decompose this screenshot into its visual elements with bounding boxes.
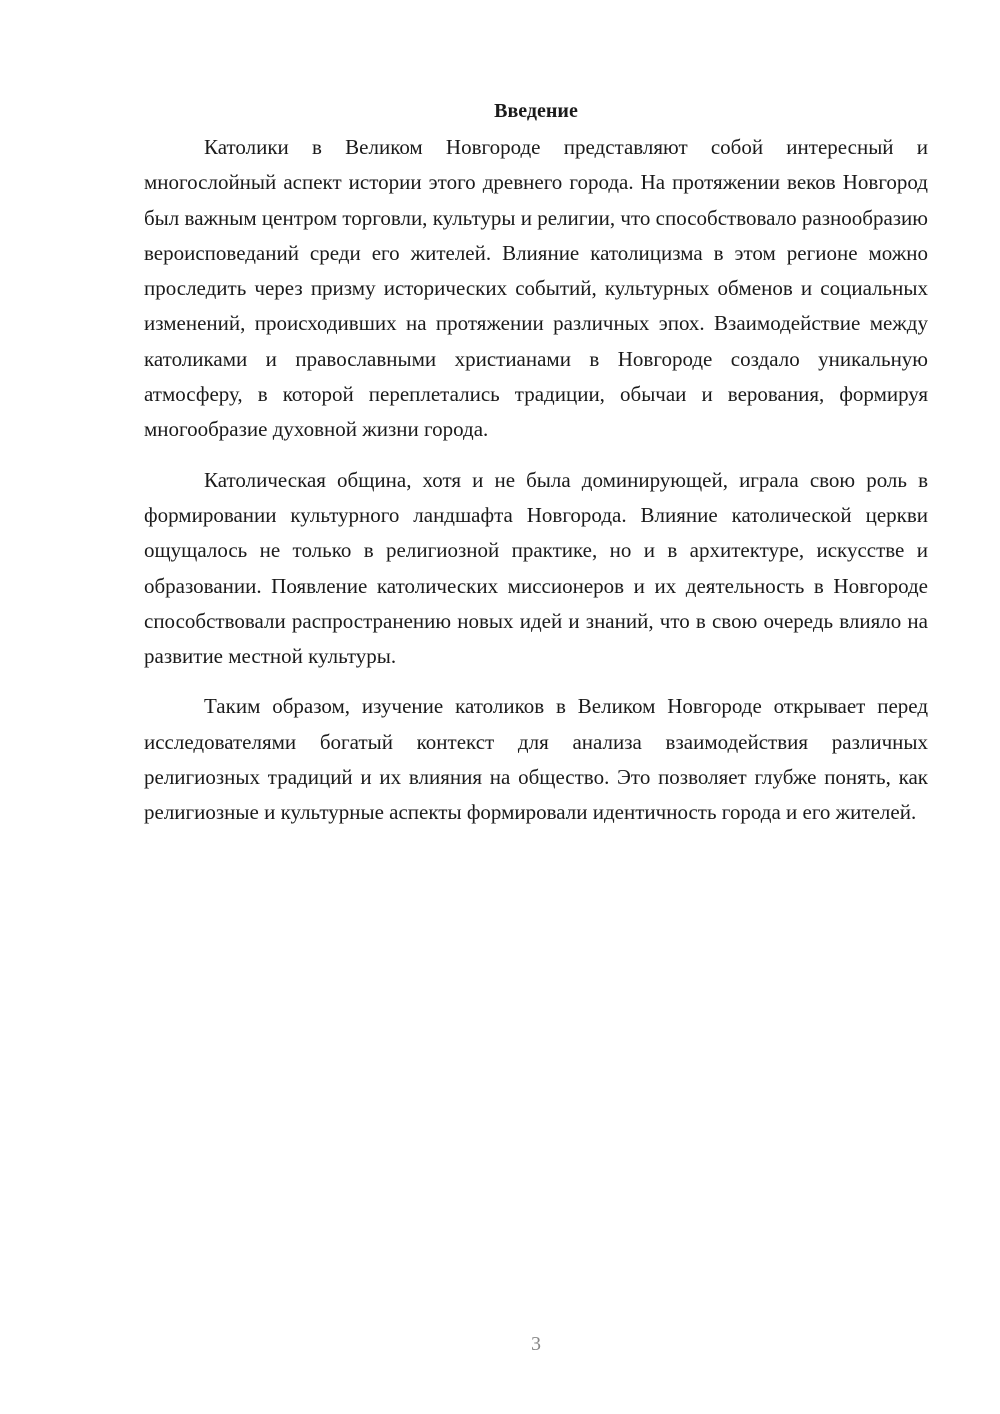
paragraph-1: Католики в Великом Новгороде представляют собой интересный и многослойный аспект истории этого древнего города. На протяжении веков Новгород был важным центром торговли, культуры и религии, что способствовало разнообразию вероисповеданий среди его жителей. Влияние католицизма в этом регионе можно проследить через призму исторических событий, культурных обменов и социальных изменений, происходивших на протяжении различных эпох. Взаимодействие между католиками и православными христианами в Новгороде создало уникальную атмосферу, в которой переплетались традиции, обычаи и верования, формируя многообразие духовной жизни города. — [144, 135, 928, 442]
paragraph-3: Таким образом, изучение католиков в Великом Новгороде открывает перед исследователями богатый контекст для анализа взаимодействия различных религиозных традиций и их влияния на общество. Это позволяет глубже понять, как религиозные и культурные аспекты формировали идентичность города и его жителей. — [144, 694, 928, 825]
page-content — [144, 96, 928, 846]
section-heading: Введение — [494, 100, 578, 122]
paragraph-2: Католическая община, хотя и не была доминирующей, играла свою роль в формировании культурного ландшафта Новгорода. Влияние католической церкви ощущалось не только в религиозной практике, но и в архитектуре, искусстве и образовании. Появление католических миссионеров и их деятельность в Новгороде способствовали распространению новых идей и знаний, что в свою очередь влияло на развитие местной культуры. — [144, 467, 928, 669]
page-number: 3 — [531, 1333, 541, 1355]
